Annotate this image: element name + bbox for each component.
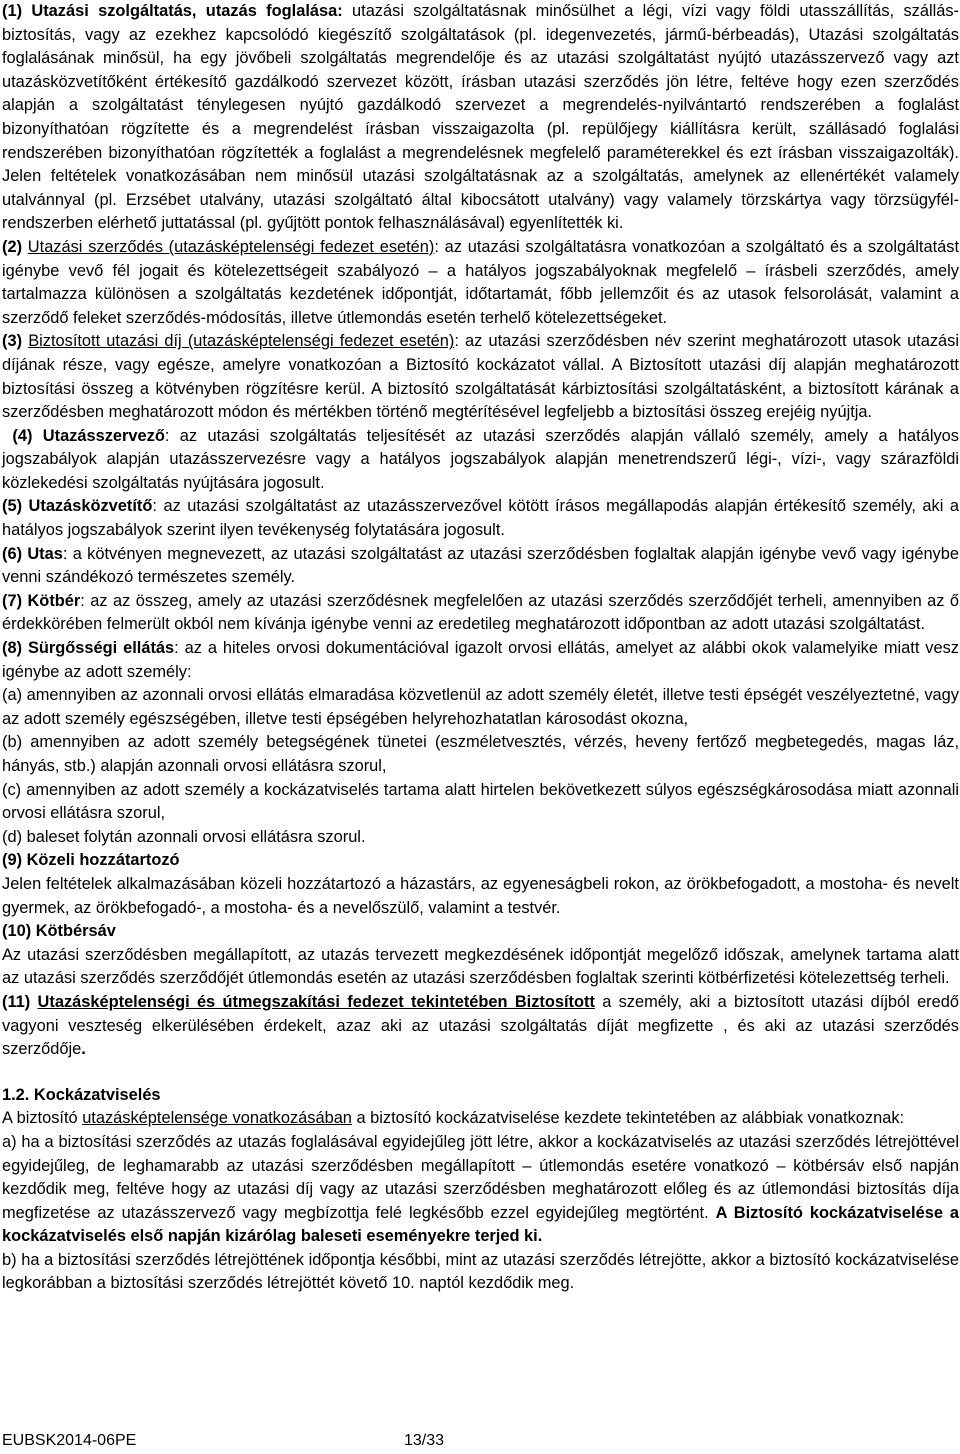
definition-text: a személy, aki a biztosított utazási díjból eredő vagyoni veszteség elkerülésében érdekelt, azaz aki az utazási szolgáltatás díját megfizette , és aki az utazási szerződés szerződője — [2, 992, 959, 1059]
definition-number: (2) — [2, 237, 23, 256]
definition-text: utazási szolgáltatásnak minősülhet a légi, vízi vagy földi utasszállítás, szállás-biztosítás, vagy az ezekhez kapcsolódó kiegészítő szolgáltatások (pl. idegenvezetés, jármű-bérbeadás), Utazási szolgáltatás foglalásának minősül, ha egy jövőbeli szolgáltatás megrendelője és az utazási szolgáltatást nyújtó utazásszervező vagy azt utazásközvetítőként értékesítő gazdálkodó szervezet között, írásban utazási szerződés jön létre, feltéve hogy ezen szerződés alapján a szolgáltatást ténylegesen nyújtó gazdálkodó szervezet a megrendelés-nyilvántartó rendszerében a foglalást bizonyíthatóan rögzítette és a megrendelést írásban visszaigazolta (pl. repülőjegy kiállításra került, szállásadó foglalási rendszerében bizonyíthatóan rögzítették a foglalást a megrendelésnek megfelelő paraméterekkel és ezt írásban visszaigazolták). Jelen feltételek vonatkozásában nem minősül utazási szolgáltatásnak az a szolgáltatás, amelynek az ellenértékét valamely utalvánnyal (pl. Erzsébet utalvány, utazási szolgáltató által kibocsátott utalvány) vagy valamely törzskártya vagy törzsügyfél-rendszerben elérhető juttatással (pl. gyűjtött pontok felhasználásával) egyenlítették ki. — [2, 2, 960, 233]
definition-label: Utazási szerződés (utazásképtelenségi fedezet esetén) — [27, 237, 435, 256]
section-heading: 1.2. Kockázatviselés — [2, 1085, 161, 1104]
page-footer — [2, 1430, 445, 1452]
definition-text: : a kötvényen megnevezett, az utazási szolgáltatást az utazási szerződésben foglaltak alapján igénybe vevő vagy igénybe venni szándékozó természetes személy. — [2, 544, 959, 587]
definition-10-text: Az utazási szerződésben megállapított, az utazás tervezett megkezdésének időpontját megelőző időszak, amelynek tartama alatt az utazási szerződés szerződőjét útlemondás esetén az utazási szerződésben foglaltak szerinti kötbérfizetési kötelezettség terheli. — [2, 945, 959, 988]
list-item: (d) baleset folytán azonnali orvosi ellátásra szorul. — [2, 827, 366, 846]
definition-7 — [2, 590, 959, 637]
definition-3 — [2, 330, 959, 424]
definition-4 — [2, 425, 959, 496]
intro-text: a biztosító kockázatviselése kezdete tekintetében az alábbiak vonatkoznak: — [351, 1109, 905, 1128]
clause-a — [2, 1131, 959, 1249]
definition-text: : az utazási szolgáltatásra vonatkozóan a szolgáltató és a szolgáltatást igénybe vevő fél jogait és kötelezettségeit szabályozó – a hatályos jogszabályoknak megfelelő – írásbeli szerződés, amely tartalmazza különösen a szolgáltatás kezdetének időpontját, időtartamát, főbb jellemzőit és az utasok felsorolását, valamint a szerződő feleket szerződés-módosítás, illetve útlemondás esetén terhelő kötelezettségeket. — [2, 237, 959, 327]
definition-text: : az az összeg, amely az utazási szerződésnek megfelelően az utazási szerződés szerződőjét terheli, amennyiben az ő érdekkörében felmerült okból nem kívánja igénybe venni az eredetileg meghatározott időpontban az adott utazási szolgáltatást. — [2, 591, 959, 634]
definition-10-label: (10) Kötbérsáv — [2, 922, 116, 941]
definition-text: : az utazási szolgáltatás teljesítését az utazási szerződés alapján vállaló személy, amely a hatályos jogszabályok alapján utazásszervezésre vagy a hatályos jogszabályok alapján menetrendszerű légi-, vízi-, vagy szárazföldi közlekedési szolgáltatás nyújtására jogosult. — [2, 426, 959, 492]
definition-text: : az utazási szerződésben név szerint meghatározott utasok utazási díjának része, vagy egésze, amelyre vonatkozóan a Biztosító kockázatot vállal. A Biztosított utazási díj alapján meghatározott biztosítási összeg a kötvényben rögzítésre kerül. A biztosító szolgáltatását kárbiztosítási szolgáltatásként, a biztosított kárának a szerződésben meghatározott módon és mértékben történő megtérítésével legfeljebb a biztosítási összeg erejéig nyújtja. — [2, 332, 959, 422]
definition-8 — [2, 637, 959, 684]
definition-11 — [2, 991, 959, 1062]
definition-9-text: Jelen feltételek alkalmazásában közeli hozzátartozó a házastárs, az egyeneságbeli rokon, az örökbefogadott, a mostoha- és nevelt gyermek, az örökbefogadó-, a mostoha- és a nevelőszülő, valamint a testvér. — [2, 874, 959, 917]
intro-text: A biztosító — [2, 1109, 83, 1128]
definition-label: (5) Utazásközvetítő — [2, 497, 153, 516]
definition-1 — [2, 0, 959, 236]
definition-text: : az utazási szolgáltatást az utazásszervezővel kötött írásos megállapodás alapján értékesítő személy, aki a hatályos jogszabályok szerint ilyen tevékenység folytatására jogosult. — [2, 497, 959, 540]
definition-end: . — [81, 1040, 86, 1059]
definition-label: Biztosított utazási díj (utazásképtelenségi fedezet esetén) — [28, 332, 455, 351]
list-item: (c) amennyiben az adott személy a kockázatviselés tartama alatt hirtelen bekövetkezett súlyos egészségkárosodása miatt azonnali orvosi ellátásra szorul, — [2, 780, 959, 823]
definition-5 — [2, 495, 959, 542]
definition-label: (1) Utazási szolgáltatás, utazás foglalása: — [2, 2, 343, 20]
definition-label: (4) Utazásszervező — [12, 426, 165, 445]
definition-label: Utazásképtelenségi és útmegszakítási fedezet tekintetében Biztosított — [37, 992, 595, 1011]
list-item: (b) amennyiben az adott személy betegségének tünetei (eszméletvesztés, vérzés, heveny fertőző megbetegedés, magas láz, hányás, stb.) alapján azonnali orvosi ellátásra szorul, — [2, 733, 959, 775]
spacer — [2, 1062, 959, 1084]
definition-label: (7) Kötbér — [2, 591, 81, 610]
definition-text: : az a hiteles orvosi dokumentációval igazolt orvosi ellátás, amelyet az alábbi okok valamelyike miatt vesz igénybe az adott személy: — [2, 639, 960, 681]
definition-label: (8) Sürgősségi ellátás — [2, 639, 175, 658]
section-intro — [2, 1107, 959, 1131]
definition-9-label: (9) Közeli hozzátartozó — [2, 851, 180, 870]
list-item: (a) amennyiben az azonnali orvosi ellátás elmaradása közvetlenül az adott személy életét, illetve testi épségét veszélyeztetné, vagy az adott személy egészségében, illetve testi épségében helyrehozhatatlan károsodást okozna, — [2, 686, 959, 728]
intro-underlined: utazásképtelensége vonatkozásában — [82, 1109, 352, 1128]
clause-bold: A Biztosító kockázatviselése a kockázatviselés első napján kizárólag baleseti eseményekre terjed ki. — [2, 1203, 959, 1246]
definition-number: (11) — [2, 992, 31, 1011]
clause-text: a) ha a biztosítási szerződés az utazás foglalásával egyidejűleg jött létre, akkor a kockázatviselés az utazási szerződés létrejöttével egyidejűleg, de leghamarabb az utazási szerződésben megállapított – útlemondás esetére vonatkozó – kötbérsáv első napján kezdődik meg, feltéve hogy az utazási díj vagy az utazási szerződésben meghatározott előleg és az útlemondási biztosítás díja megfizetése az utazásszervező vagy megbízottja felé legkésőbb ezzel egyidejűleg megtörtént. — [2, 1132, 959, 1222]
definition-label: (6) Utas — [2, 544, 63, 563]
clause-b: b) ha a biztosítási szerződés létrejöttének időpontja későbbi, mint az utazási szerződés létrejötte, akkor a biztosító kockázatviselése legkorábban a biztosítási szerződés létrejöttét követő 10. naptól kezdődik meg. — [2, 1250, 959, 1293]
definition-6 — [2, 543, 959, 590]
document-code: EUBSK2014-06PE — [2, 1432, 137, 1449]
definition-number: (3) — [2, 332, 23, 351]
definition-2 — [2, 236, 959, 330]
page-number: 13/33 — [404, 1432, 445, 1449]
